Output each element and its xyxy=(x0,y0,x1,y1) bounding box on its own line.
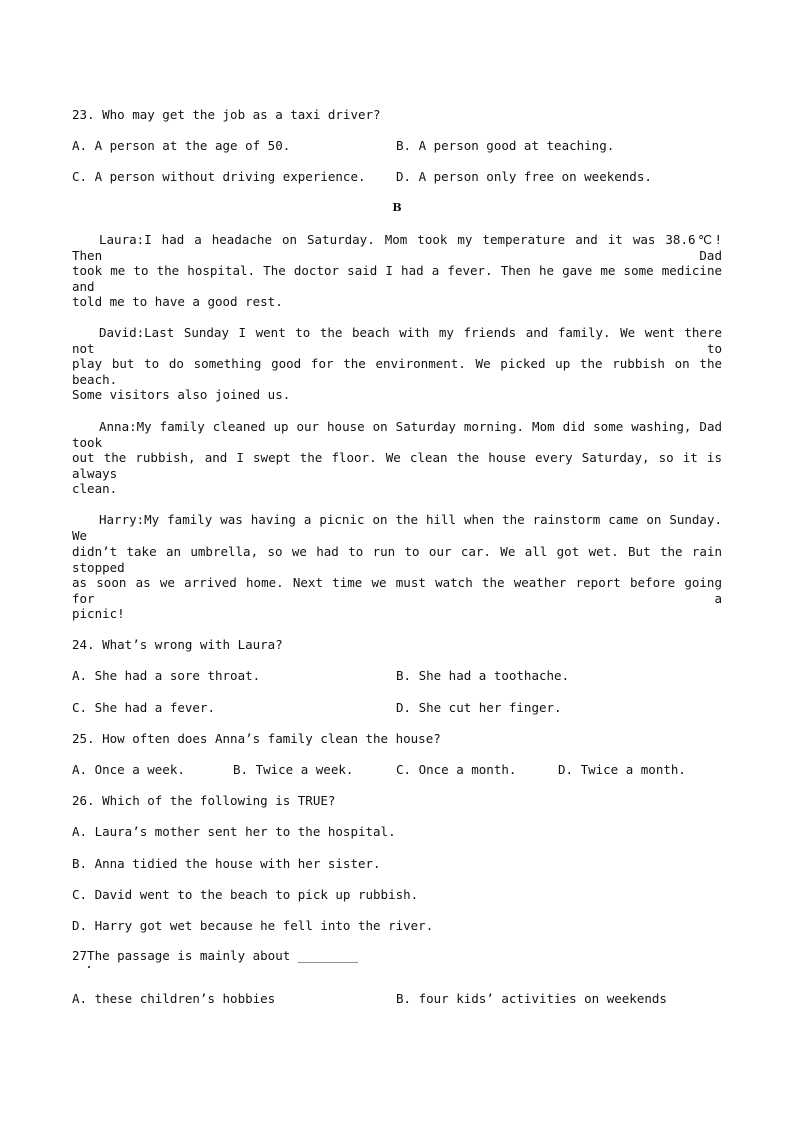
david-line-1: David:Last Sunday I went to the beach with my friends and family. We went there not to xyxy=(72,325,722,356)
anna-line-3: clean. xyxy=(72,481,118,496)
q25-option-b: B. Twice a week. xyxy=(233,762,354,777)
q24-option-d: D. She cut her finger. xyxy=(396,700,562,715)
laura-line-2: took me to the hospital. The doctor said I had a fever. Then he gave me some medicine and xyxy=(72,263,722,294)
q26-question: 26. Which of the following is TRUE? xyxy=(72,793,336,808)
q23-option-a: A. A person at the age of 50. xyxy=(72,138,291,153)
anna-line-1: Anna:My family cleaned up our house on Saturday morning. Mom did some washing, Dad took xyxy=(72,419,722,450)
harry-line-4: picnic! xyxy=(72,606,125,621)
q25-option-d: D. Twice a month. xyxy=(558,762,686,777)
q26-option-d: D. Harry got wet because he fell into the river. xyxy=(72,918,434,933)
q26-option-c: C. David went to the beach to pick up rubbish. xyxy=(72,887,419,902)
laura-line-3: told me to have a good rest. xyxy=(72,294,283,309)
david-line-2: play but to do something good for the environment. We picked up the rubbish on the beach. xyxy=(72,356,722,387)
q23-option-c: C. A person without driving experience. xyxy=(72,169,366,184)
decorative-dot xyxy=(88,966,90,968)
q23-option-b: B. A person good at teaching. xyxy=(396,138,615,153)
q27-option-a: A. these children’s hobbies xyxy=(72,991,276,1006)
q24-option-a: A. She had a sore throat. xyxy=(72,668,261,683)
david-line-3: Some visitors also joined us. xyxy=(72,387,291,402)
q24-option-c: C. She had a fever. xyxy=(72,700,215,715)
q23-question: 23. Who may get the job as a taxi driver? xyxy=(72,107,381,122)
q26-option-b: B. Anna tidied the house with her sister. xyxy=(72,856,381,871)
q27-option-b: B. four kids’ activities on weekends xyxy=(396,991,667,1006)
harry-line-2: didn’t take an umbrella, so we had to run to our car. We all got wet. But the rain stopped xyxy=(72,544,722,575)
q25-option-c: C. Once a month. xyxy=(396,762,517,777)
q24-question: 24. What’s wrong with Laura? xyxy=(72,637,283,652)
q23-option-d: D. A person only free on weekends. xyxy=(396,169,652,184)
harry-line-3: as soon as we arrived home. Next time we must watch the weather report before going for a xyxy=(72,575,722,606)
q27-question: 27The passage is mainly about ________ xyxy=(72,948,358,963)
harry-line-1: Harry:My family was having a picnic on the hill when the rainstorm came on Sunday. We xyxy=(72,512,722,543)
q26-option-a: A. Laura’s mother sent her to the hospital. xyxy=(72,824,396,839)
q25-option-a: A. Once a week. xyxy=(72,762,185,777)
q25-question: 25. How often does Anna’s family clean the house? xyxy=(72,731,441,746)
q24-option-b: B. She had a toothache. xyxy=(396,668,570,683)
anna-line-2: out the rubbish, and I swept the floor. We clean the house every Saturday, so it is always xyxy=(72,450,722,481)
laura-line-1: Laura:I had a headache on Saturday. Mom took my temperature and it was 38.6℃! Then Dad xyxy=(72,232,722,263)
section-heading: B xyxy=(392,201,402,214)
